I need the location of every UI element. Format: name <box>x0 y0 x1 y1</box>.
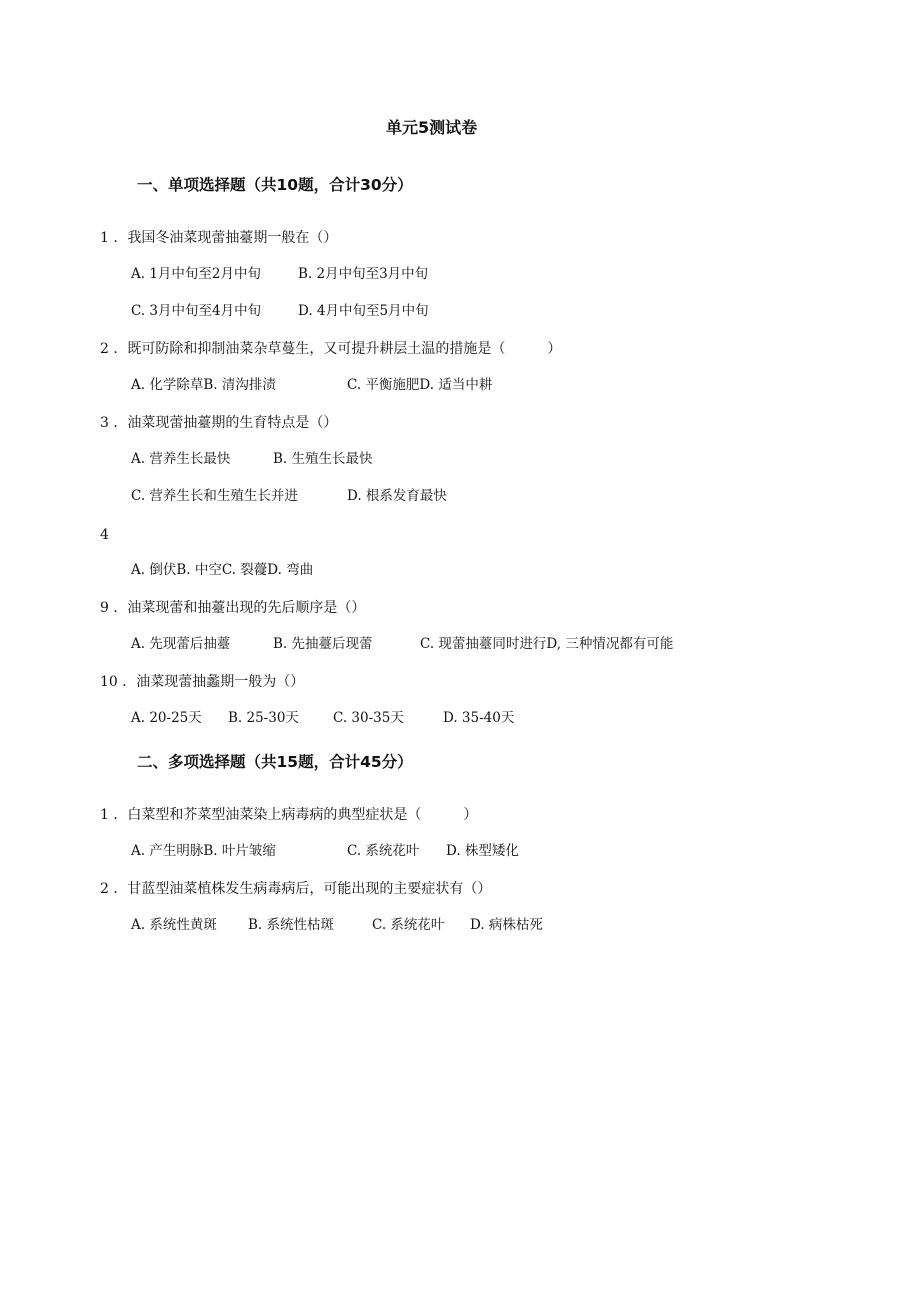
section-heading-multiple-choice: 二、多项选择题（共15题，合计45分） <box>137 753 413 771</box>
option-c: C. 系统花叶 <box>372 917 445 933</box>
option-a: A. 20-25天 <box>131 710 202 726</box>
option-c: C. 3月中旬至4月中旬 <box>131 303 262 319</box>
option-a: A. 1月中旬至2月中旬 <box>131 266 262 282</box>
question-text: 2 ．甘蓝型油菜植株发生病毒病后，可能出现的主要症状有（） <box>100 881 492 897</box>
option-d: D. 根系发育最快 <box>347 488 447 504</box>
question-text: 9 ．油菜现蕾和抽薹出现的先后顺序是（） <box>100 600 366 616</box>
option-d: D. 4月中旬至5月中旬 <box>298 303 429 319</box>
option-ab: A. 产生明脉B. 叶片皱缩 <box>131 843 276 859</box>
option-d: D. 35-40天 <box>443 710 515 726</box>
option-d: D. 株型矮化 <box>446 843 519 859</box>
option-cd: C. 现蕾抽薹同时进行D, 三种情况都有可能 <box>420 636 674 652</box>
option-b: B. 系统性枯斑 <box>248 917 335 933</box>
option-d: D. 病株枯死 <box>470 917 543 933</box>
option-a: A. 先现蕾后抽薹 <box>131 636 231 652</box>
option-a: A. 系统性黄斑 <box>131 917 217 933</box>
page-title: 单元5测试卷 <box>386 118 478 137</box>
option-b: B. 先抽薹后现蕾 <box>273 636 373 652</box>
option-b: B. 25-30天 <box>228 710 299 726</box>
question-text: 2 ．既可防除和抑制油菜杂草蔓生，又可提升耕层土温的措施是（ ） <box>100 341 562 357</box>
option-a: A. 营养生长最快 <box>131 451 231 467</box>
question-text: 1 ．白菜型和芥菜型油菜染上病毒病的典型症状是（ ） <box>100 807 478 823</box>
option-ab: A. 化学除草B. 清沟排渍 <box>131 377 276 393</box>
option-c: C. 30-35天 <box>333 710 404 726</box>
option-cd: C. 平衡施肥D. 适当中耕 <box>347 377 493 393</box>
option-abcd: A. 倒伏B. 中空C. 裂蘉D. 弯曲 <box>131 562 314 578</box>
question-text: 10 ．油菜现蕾抽蠡期一般为（） <box>100 674 305 690</box>
question-text: 4 <box>100 527 109 543</box>
question-text: 1 ．我国冬油菜现蕾抽薹期一般在（） <box>100 230 338 246</box>
option-b: B. 2月中旬至3月中旬 <box>298 266 429 282</box>
option-c: C. 系统花叶 <box>347 843 420 859</box>
option-b: B. 生殖生长最快 <box>273 451 373 467</box>
option-c: C. 营养生长和生殖生长并进 <box>131 488 298 504</box>
section-heading-single-choice: 一、单项选择题（共10题，合计30分） <box>137 176 413 194</box>
question-text: 3 ．油菜现蕾抽薹期的生育特点是（） <box>100 415 338 431</box>
